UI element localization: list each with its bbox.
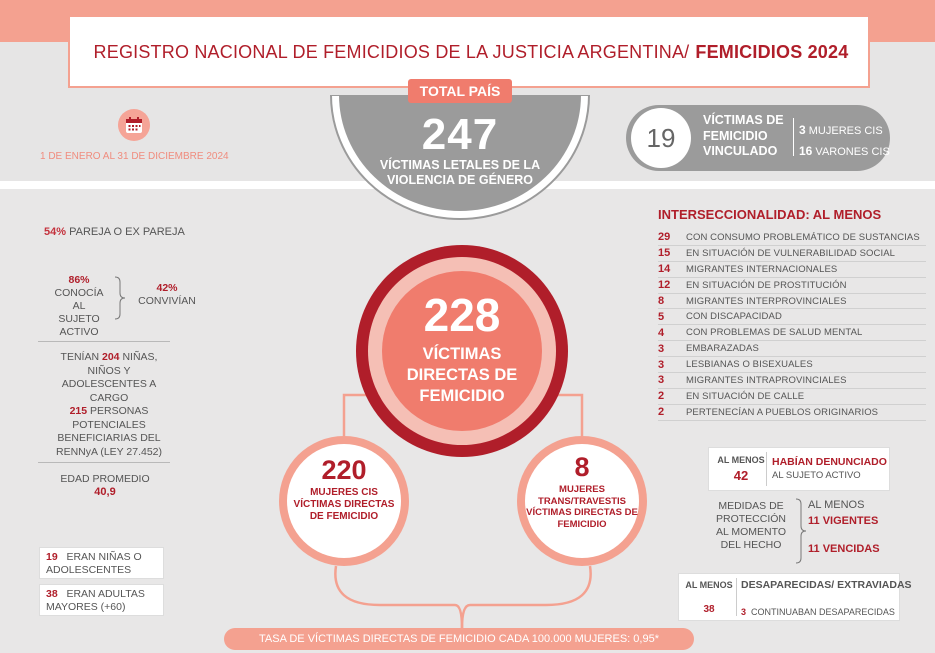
denuncias-value: 42 <box>733 468 749 483</box>
list-item <box>658 389 926 405</box>
total-label: VÍCTIMAS LETALES DE LA VIOLENCIA DE GÉNERO <box>379 158 541 187</box>
total-pais-badge: TOTAL PAÍS <box>408 79 512 103</box>
item-label: EN SITUACIÓN DE VULNERABILIDAD SOCIAL <box>686 247 896 259</box>
intersec-list <box>658 230 926 421</box>
list-item <box>658 278 926 294</box>
tenian-label: NIÑAS, NIÑOS Y ADOLESCENTES A CARGO <box>61 351 158 404</box>
desaparecidas-separator <box>736 578 737 616</box>
desaparecidas-sub <box>741 607 895 617</box>
desaparecidas-label: DESAPARECIDAS/ EXTRAVIADAS <box>741 579 912 591</box>
item-count: 2 <box>658 390 665 403</box>
continuaban-label: CONTINUABAN DESAPARECIDAS <box>751 607 895 617</box>
title-year: FEMICIDIOS 2024 <box>695 42 849 62</box>
adultas-box <box>39 584 164 616</box>
trans-value: 8 <box>574 452 590 482</box>
list-item <box>658 246 926 262</box>
ninas-label: ERAN NIÑAS O ADOLESCENTES <box>46 551 142 576</box>
item-count: 3 <box>658 358 665 371</box>
vencidas-label: VENCIDAS <box>822 543 880 555</box>
item-count: 5 <box>658 310 665 323</box>
list-item <box>658 230 926 246</box>
item-label: MIGRANTES INTRAPROVINCIALES <box>686 374 847 386</box>
ninas-box <box>39 547 164 579</box>
item-count: 8 <box>658 295 665 307</box>
period-text: 1 DE ENERO AL 31 DE DICIEMBRE 2024 <box>40 151 229 162</box>
pareja-stat <box>44 226 185 238</box>
edad-label: EDAD PROMEDIO <box>60 473 150 485</box>
medidas-vencidas <box>808 543 880 555</box>
list-item <box>658 262 926 278</box>
continuaban-count: 3 <box>741 607 747 617</box>
calendar-icon <box>118 109 150 141</box>
ninas-count: 19 <box>46 551 58 563</box>
page-title <box>70 17 872 88</box>
item-count: 3 <box>658 342 665 355</box>
vinculado-varones-label: VARONES CIS <box>815 146 890 158</box>
item-label: CON PROBLEMAS DE SALUD MENTAL <box>686 327 863 339</box>
desaparecidas-al-menos: AL MENOS <box>685 580 733 590</box>
vinculado-varones-count: 16 <box>799 144 813 158</box>
item-label: CON CONSUMO PROBLEMÁTICO DE SUSTANCIAS <box>686 231 920 243</box>
list-item <box>658 309 926 325</box>
item-count: 4 <box>658 326 665 339</box>
vinculado-mujeres-count: 3 <box>799 123 806 137</box>
conocia-pct: 86% <box>68 274 90 286</box>
adultas-count: 38 <box>46 588 58 600</box>
medidas-vigentes <box>808 515 878 527</box>
tasa-banner: TASA DE VÍCTIMAS DIRECTAS DE FEMICIDIO CADA 100.000 MUJERES: 0,95* <box>224 628 694 650</box>
convivian-pct: 42% <box>156 282 178 294</box>
a-cargo-stat <box>52 351 166 459</box>
item-label: LESBIANAS O BISEXUALES <box>686 359 813 371</box>
convivian-label: CONVIVÍAN <box>138 295 196 307</box>
item-label: MIGRANTES INTERNACIONALES <box>686 263 838 275</box>
directas-label: VÍCTIMAS DIRECTAS DE FEMICIDIO <box>406 345 518 405</box>
list-item <box>658 357 926 373</box>
brace-icon <box>794 498 808 564</box>
edad-value: 40,9 <box>94 486 116 498</box>
item-count: 3 <box>658 374 665 387</box>
cis-value: 220 <box>321 455 367 485</box>
item-count: 14 <box>658 263 671 276</box>
tenian-prefix: TENÍAN <box>60 351 100 363</box>
list-item <box>658 325 926 341</box>
denuncias-sub: AL SUJETO ACTIVO <box>772 470 861 481</box>
medidas-label: MEDIDAS DE PROTECCIÓN AL MOMENTO DEL HECHO <box>715 500 786 551</box>
item-count: 15 <box>658 247 671 260</box>
vinculado-separator <box>793 118 794 156</box>
list-item <box>658 294 926 310</box>
total-value: 247 <box>421 110 499 159</box>
personas-label: PERSONAS POTENCIALES BENEFICIARIAS DEL RENNyA (LEY 27.452) <box>55 405 163 458</box>
pareja-label: PAREJA O EX PAREJA <box>69 226 185 238</box>
divider <box>38 341 170 342</box>
vinculado-mujeres-label: MUJERES CIS <box>808 125 883 137</box>
item-label: CON DISCAPACIDAD <box>686 311 782 323</box>
directas-value: 228 <box>423 289 501 341</box>
item-count: 2 <box>658 406 665 419</box>
vencidas-count: 11 <box>808 543 820 555</box>
denuncias-separator <box>766 452 767 486</box>
intersec-title: INTERSECCIONALIDAD: AL MENOS <box>658 207 882 222</box>
item-label: EN SITUACIÓN DE CALLE <box>686 390 805 402</box>
item-count: 29 <box>658 231 671 244</box>
vinculado-value: 19 <box>631 108 691 168</box>
trans-label: MUJERES TRANS/TRAVESTIS VÍCTIMAS DIRECTAS DE FEMICIDIO <box>526 484 638 530</box>
list-item <box>658 341 926 357</box>
item-label: MIGRANTES INTERPROVINCIALES <box>686 295 847 307</box>
list-item <box>658 373 926 389</box>
personas-count: 215 <box>69 405 88 417</box>
item-label: EN SITUACIÓN DE PROSTITUCIÓN <box>686 279 847 291</box>
edad-stat <box>60 473 150 499</box>
pareja-pct: 54% <box>44 226 67 238</box>
item-label: PERTENECÍAN A PUEBLOS ORIGINARIOS <box>686 406 879 418</box>
vigentes-label: VIGENTES <box>822 515 879 527</box>
desaparecidas-value: 38 <box>703 604 715 615</box>
denuncias-al-menos: AL MENOS <box>717 455 765 465</box>
divider <box>38 462 170 463</box>
item-count: 12 <box>658 279 671 292</box>
convivian-stat <box>137 282 197 308</box>
vigentes-count: 11 <box>808 515 820 527</box>
medidas-al-menos: AL MENOS <box>808 499 865 511</box>
tenian-count: 204 <box>101 351 120 363</box>
title-box <box>68 15 870 88</box>
denuncias-label: HABÍAN DENUNCIADO <box>772 456 887 468</box>
brace-icon <box>113 276 127 320</box>
vinculado-detail <box>799 120 890 162</box>
adultas-label: ERAN ADULTAS MAYORES (+60) <box>46 588 145 613</box>
item-label: EMBARAZADAS <box>686 343 759 355</box>
list-item <box>658 405 926 421</box>
conocia-stat <box>52 274 106 339</box>
vinculado-label: VÍCTIMAS DE FEMICIDIO VINCULADO <box>703 113 784 158</box>
cis-label: MUJERES CIS VÍCTIMAS DIRECTAS DE FEMICIDIO <box>293 487 395 522</box>
conocia-label: CONOCÍA AL SUJETO ACTIVO <box>54 287 104 338</box>
title-text: REGISTRO NACIONAL DE FEMICIDIOS DE LA JUSTICIA ARGENTINA/ <box>93 42 690 62</box>
